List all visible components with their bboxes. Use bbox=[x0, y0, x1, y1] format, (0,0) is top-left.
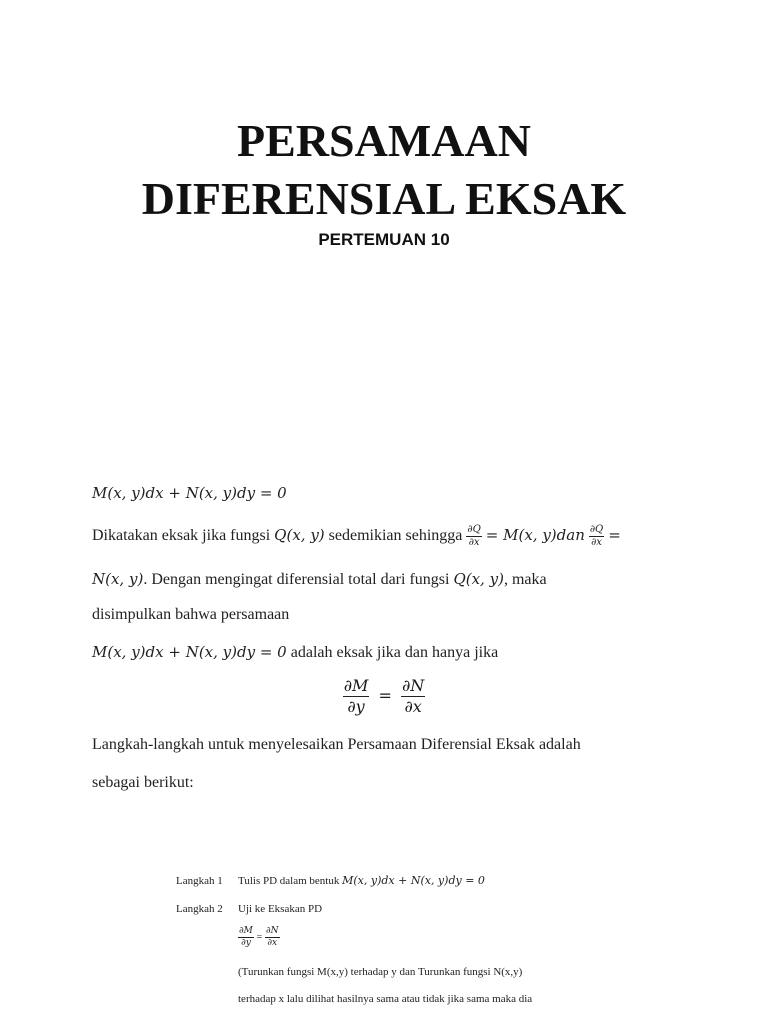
step-1-text: Tulis PD dalam bentuk M(x, y)dx + N(x, y)dy = 0 bbox=[238, 874, 485, 887]
step-fraction-dm-dy: $\frac{\partial M}{\partial y}$ bbox=[239, 926, 253, 948]
step-2-note-line-1: (Turunkan fungsi M(x,y) terhadap y dan Turunkan fungsi N(x,y) bbox=[238, 966, 523, 978]
paragraph-line-1 bbox=[92, 524, 621, 549]
p2-math-a: N(x, y) bbox=[92, 570, 144, 588]
step-2-text: Uji ke Eksakan PD bbox=[238, 903, 323, 915]
title-line-2: DIFERENSIAL EKSAK bbox=[141, 173, 627, 224]
main-equation bbox=[92, 484, 287, 503]
display-equals: = bbox=[378, 686, 392, 705]
exactness-condition bbox=[0, 676, 768, 717]
step-1-label: Langkah 1 bbox=[176, 875, 223, 887]
p1-equals: = bbox=[608, 526, 621, 545]
step-2-condition: $\frac{\partial M}{\partial y}$ = $\frac{\partial N}{\partial x}$ bbox=[239, 926, 279, 948]
p2-math-q: Q(x, y) bbox=[453, 570, 504, 588]
step-1-equation: M(x, y)dx + N(x, y)dy = 0 bbox=[342, 874, 485, 887]
fraction-dq-dx-2: $\frac{\partial Q}{\partial x}$ bbox=[589, 524, 604, 548]
step-2-label: Langkah 2 bbox=[176, 903, 223, 915]
fraction-dm-dy: $\frac{\partial M}{\partial y}$ bbox=[343, 676, 369, 716]
p4-text: adalah eksak jika dan hanya jika bbox=[290, 644, 499, 661]
main-equation-text: M(x, y)dx + N(x, y)dy = 0 bbox=[92, 484, 287, 502]
p1-math-q: Q(x, y) bbox=[274, 526, 325, 545]
p1-math-c: = M(x, y)dan bbox=[485, 526, 585, 545]
p4-equation: M(x, y)dx + N(x, y)dy = 0 bbox=[92, 643, 287, 661]
title-line-1: PERSAMAAN bbox=[237, 115, 531, 166]
p2-text-c: , maka bbox=[503, 571, 547, 588]
fraction-dq-dx-1: $\frac{\partial Q}{\partial x}$ bbox=[467, 524, 481, 548]
paragraph-line-4 bbox=[92, 643, 498, 662]
p1-text-a: Dikatakan eksak jika fungsi bbox=[92, 527, 271, 545]
p1-text-b: sedemikian sehingga bbox=[328, 527, 463, 545]
p2-text-b: . Dengan mengingat diferensial total dari fungsi bbox=[143, 571, 450, 588]
fraction-dn-dx: $\frac{\partial N}{\partial x}$ bbox=[401, 676, 425, 716]
step-fraction-dn-dx: $\frac{\partial N}{\partial x}$ bbox=[266, 926, 279, 948]
paragraph-line-5: Langkah-langkah untuk menyelesaikan Persamaan Diferensial Eksak adalah bbox=[92, 736, 581, 753]
document-subtitle: PERTEMUAN 10 bbox=[318, 230, 450, 249]
step-2-note-line-2: terhadap x lalu dilihat hasilnya sama atau tidak jika sama maka dia bbox=[238, 993, 533, 1005]
paragraph-line-6: sebagai berikut: bbox=[92, 774, 194, 791]
paragraph-line-2 bbox=[92, 570, 547, 589]
paragraph-line-3: disimpulkan bahwa persamaan bbox=[92, 606, 290, 623]
document-title bbox=[0, 112, 768, 228]
